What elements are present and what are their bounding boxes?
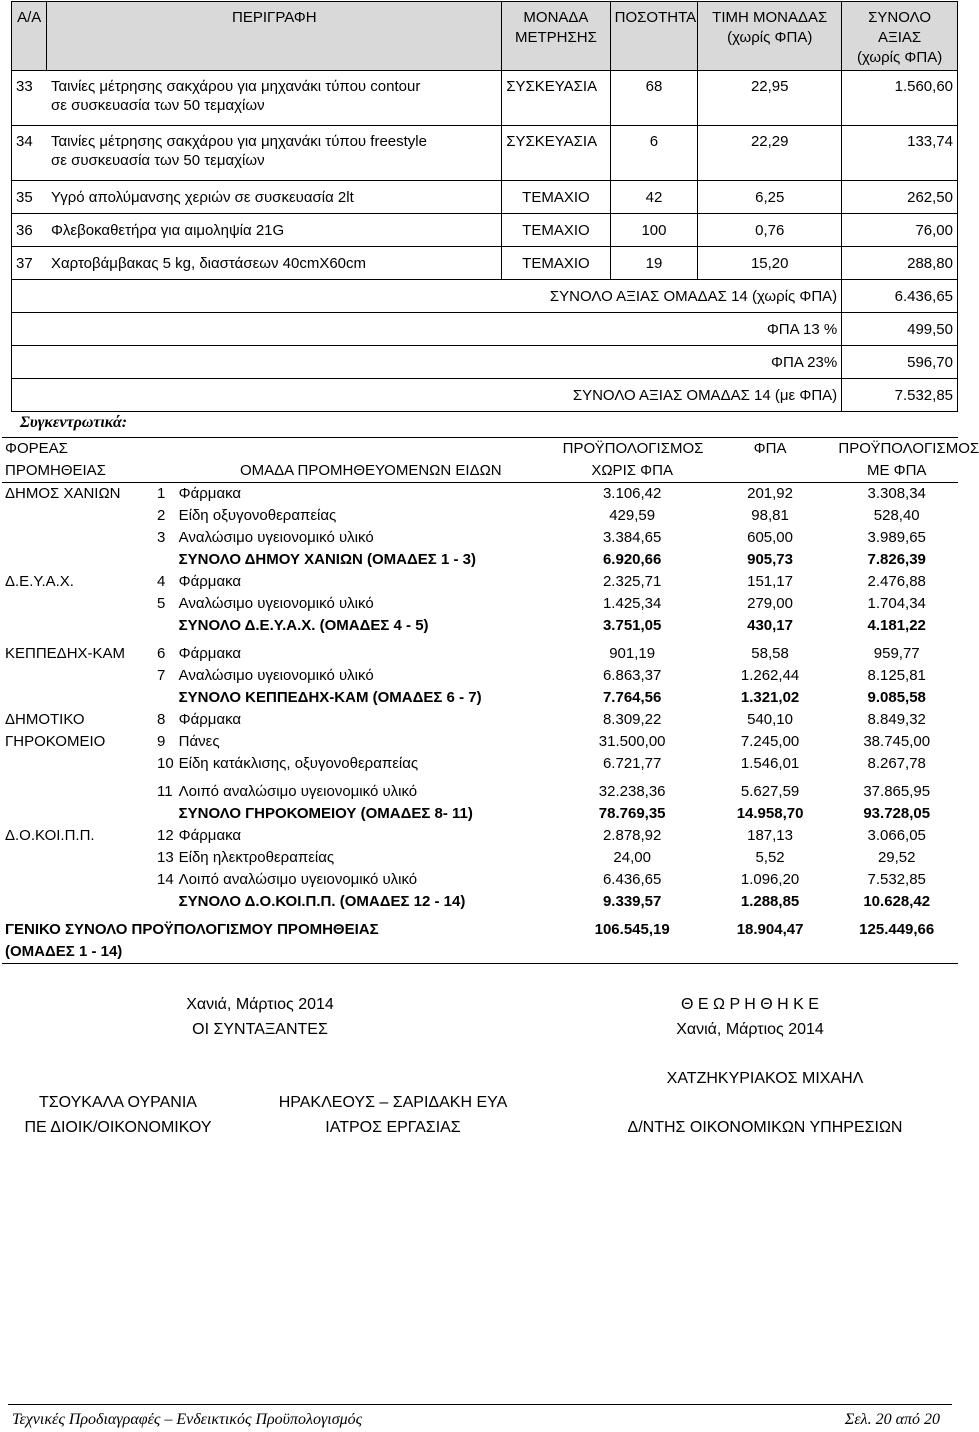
summary-net-budget: 6.863,37 xyxy=(602,667,662,684)
summary-group-description: Είδη ηλεκτροθεραπείας xyxy=(178,849,335,866)
summary-net-budget: 2.325,71 xyxy=(602,573,662,590)
total-value: 7.532,85 xyxy=(842,379,958,412)
summary-group-number: 6 xyxy=(156,645,166,662)
signatory-1 xyxy=(0,1090,236,1140)
summary-vat: 5.627,59 xyxy=(740,783,800,800)
summary-group-number: 9 xyxy=(156,733,166,750)
summary-group-number xyxy=(145,615,176,637)
summary-total-row xyxy=(2,615,958,637)
items-header-row xyxy=(12,2,958,71)
total-label: ΣΥΝΟΛΟ ΑΞΙΑΣ ΟΜΑΔΑΣ 14 (με ΦΠΑ) xyxy=(12,379,842,412)
summary-group-description: Φάρμακα xyxy=(178,645,242,662)
summary-net-budget: 3.384,65 xyxy=(602,529,662,546)
authors-block xyxy=(150,992,370,1042)
summary-gross-budget: 37.865,95 xyxy=(863,783,931,800)
total-value: 596,70 xyxy=(842,346,958,379)
total-label: ΣΥΝΟΛΟ ΑΞΙΑΣ ΟΜΑΔΑΣ 14 (χωρίς ΦΠΑ) xyxy=(12,280,842,313)
item-unit-price: 15,20 xyxy=(698,247,842,280)
summary-gross-budget: 8.125,81 xyxy=(867,667,926,684)
approval-block xyxy=(600,992,900,1042)
item-description: Ταινίες μέτρησης σακχάρου για μηχανάκι τύπου contour σε συσκευασία των 50 τεμαχίων xyxy=(47,71,502,126)
summary-row xyxy=(2,593,958,615)
summary-agency xyxy=(2,549,145,571)
summary-table xyxy=(2,437,979,964)
summary-net-budget: 32.238,36 xyxy=(598,783,666,800)
grand-total-net: 106.545,19 xyxy=(560,913,705,964)
summary-group-number: 3 xyxy=(156,529,166,546)
grand-total-label: ΓΕΝΙΚΟ ΣΥΝΟΛΟ ΠΡΟΫΠΟΛΟΓΙΣΜΟΥ ΠΡΟΜΗΘΕΙΑΣ (ΟΜΑΔΕΣ 1 - 14) xyxy=(2,913,560,964)
summary-net-budget: 31.500,00 xyxy=(598,733,666,750)
summary-title: Συγκεντρωτικά: xyxy=(20,414,128,431)
item-quantity: 100 xyxy=(610,214,698,247)
summary-gross-budget: 10.628,42 xyxy=(863,893,931,910)
summary-row xyxy=(2,775,958,803)
summary-group-number xyxy=(145,803,176,825)
summary-agency: ΔΗΜΟΤΙΚΟ xyxy=(5,711,85,728)
summary-gross-budget: 959,77 xyxy=(873,645,920,662)
summary-vat: 7.245,00 xyxy=(740,733,800,750)
summary-vat: 1.321,02 xyxy=(740,689,800,706)
header-vat: ΦΠΑ xyxy=(705,438,836,483)
summary-group-description: Πάνες xyxy=(178,733,220,750)
summary-vat: 905,73 xyxy=(747,551,793,568)
summary-gross-budget: 7.532,85 xyxy=(867,871,926,888)
summary-vat: 540,10 xyxy=(747,711,793,728)
summary-vat: 5,52 xyxy=(755,849,785,866)
summary-group-description: Είδη κατάκλισης, οξυγονοθεραπείας xyxy=(178,755,419,772)
summary-total-row xyxy=(2,549,958,571)
approval-title: Θ Ε Ω Ρ Η Θ Η Κ Ε xyxy=(681,996,819,1013)
summary-group-number: 13 xyxy=(156,849,174,866)
summary-net-budget: 9.339,57 xyxy=(602,893,662,910)
summary-net-budget: 3.751,05 xyxy=(602,617,662,634)
signatory-1-role: ΠΕ ΔΙΟΙΚ/ΟΙΚΟΝΟΜΙΚΟΥ xyxy=(24,1119,212,1136)
summary-group-description: Αναλώσιμο υγειονομικό υλικό xyxy=(178,529,374,546)
table-row xyxy=(12,126,958,181)
summary-group-number: 7 xyxy=(156,667,166,684)
summary-vat: 605,00 xyxy=(747,529,793,546)
summary-vat: 98,81 xyxy=(751,507,789,524)
item-unit-price: 22,95 xyxy=(698,71,842,126)
summary-group-description: Φάρμακα xyxy=(178,573,242,590)
item-quantity: 68 xyxy=(610,71,698,126)
summary-total-row xyxy=(2,687,958,709)
summary-group-number xyxy=(145,687,176,709)
summary-group-number: 8 xyxy=(156,711,166,728)
summary-group-description: Φάρμακα xyxy=(178,485,242,502)
signatory-2-role: ΙΑΤΡΟΣ ΕΡΓΑΣΙΑΣ xyxy=(325,1119,461,1136)
header-description: ΠΕΡΙΓΡΑΦΗ xyxy=(47,2,502,71)
summary-gross-budget: 38.745,00 xyxy=(863,733,931,750)
item-quantity: 6 xyxy=(610,126,698,181)
summary-total-label: ΣΥΝΟΛΟ ΔΗΜΟΥ ΧΑΝΙΩΝ (ΟΜΑΔΕΣ 1 - 3) xyxy=(178,551,476,568)
summary-net-budget: 24,00 xyxy=(613,849,651,866)
summary-row xyxy=(2,527,958,549)
summary-gross-budget: 1.704,34 xyxy=(867,595,926,612)
summary-agency xyxy=(2,847,145,869)
total-label: ΦΠΑ 13 % xyxy=(12,313,842,346)
summary-agency xyxy=(2,775,145,803)
summary-vat: 14.958,70 xyxy=(736,805,804,822)
summary-gross-budget: 93.728,05 xyxy=(863,805,931,822)
item-unit-price: 6,25 xyxy=(698,181,842,214)
summary-net-budget: 1.425,34 xyxy=(602,595,662,612)
summary-total-label: ΣΥΝΟΛΟ Δ.Ε.Υ.Α.Χ. (ΟΜΑΔΕΣ 4 - 5) xyxy=(178,617,429,634)
item-unit-price: 0,76 xyxy=(698,214,842,247)
summary-agency xyxy=(2,891,145,913)
item-number: 35 xyxy=(12,181,47,214)
summary-total-row xyxy=(2,891,958,913)
summary-total-row xyxy=(2,803,958,825)
summary-vat: 187,13 xyxy=(747,827,793,844)
summary-row xyxy=(2,753,958,775)
summary-vat: 58,58 xyxy=(751,645,789,662)
summary-gross-budget: 8.267,78 xyxy=(867,755,926,772)
summary-agency: ΓΗΡΟΚΟΜΕΙΟ xyxy=(5,733,106,750)
summary-agency xyxy=(2,869,145,891)
summary-group-description: Είδη οξυγονοθεραπείας xyxy=(178,507,337,524)
summary-gross-budget: 9.085,58 xyxy=(867,689,926,706)
item-number: 36 xyxy=(12,214,47,247)
summary-net-budget: 3.106,42 xyxy=(602,485,662,502)
summary-net-budget: 901,19 xyxy=(609,645,656,662)
summary-vat: 1.288,85 xyxy=(740,893,800,910)
summary-agency xyxy=(2,687,145,709)
director-name: ΧΑΤΖΗΚΥΡΙΑΚΟΣ ΜΙΧΑΗΛ xyxy=(666,1070,864,1087)
header-gross-budget: ΠΡΟΫΠΟΛΟΓΙΣΜΟΣ ΜΕ ΦΠΑ xyxy=(835,438,958,483)
items-table xyxy=(11,1,958,412)
summary-group-description: Φάρμακα xyxy=(178,827,242,844)
summary-group-number: 1 xyxy=(156,485,166,502)
vat-23-row xyxy=(12,346,958,379)
total-row-without-vat xyxy=(12,280,958,313)
item-description: Χαρτοβάμβακας 5 kg, διαστάσεων 40cmX60cm xyxy=(47,247,502,280)
summary-total-label: ΣΥΝΟΛΟ ΓΗΡΟΚΟΜΕΙΟΥ (ΟΜΑΔΕΣ 8- 11) xyxy=(178,805,473,822)
summary-agency: Δ.Ο.ΚΟΙ.Π.Π. xyxy=(5,827,95,844)
summary-group-description: Αναλώσιμο υγειονομικό υλικό xyxy=(178,667,374,684)
item-total: 1.560,60 xyxy=(842,71,958,126)
summary-agency xyxy=(2,615,145,637)
summary-net-budget: 6.436,65 xyxy=(602,871,662,888)
grand-total-vat: 18.904,47 xyxy=(705,913,836,964)
summary-net-budget: 6.721,77 xyxy=(602,755,662,772)
summary-group-number: 2 xyxy=(156,507,166,524)
summary-group-number: 10 xyxy=(156,755,174,772)
summary-agency xyxy=(2,505,145,527)
footer-page-number: Σελ. 20 από 20 xyxy=(844,1411,940,1428)
summary-agency xyxy=(2,527,145,549)
summary-vat: 1.096,20 xyxy=(740,871,800,888)
summary-group-description: Λοιπό αναλώσιμο υγειονομικό υλικό xyxy=(178,783,418,800)
item-total: 262,50 xyxy=(842,181,958,214)
summary-group-number: 12 xyxy=(156,827,174,844)
summary-vat: 279,00 xyxy=(747,595,793,612)
summary-net-budget: 2.878,92 xyxy=(602,827,662,844)
summary-vat: 151,17 xyxy=(747,573,793,590)
summary-group-number: 11 xyxy=(156,783,173,800)
summary-net-budget: 6.920,66 xyxy=(602,551,662,568)
total-value: 499,50 xyxy=(842,313,958,346)
summary-agency xyxy=(2,753,145,775)
summary-vat: 201,92 xyxy=(747,485,793,502)
signatory-2-name: ΗΡΑΚΛΕΟΥΣ – ΣΑΡΙΔΑΚΗ ΕΥΑ xyxy=(278,1094,508,1111)
header-agency: ΦΟΡΕΑΣ ΠΡΟΜΗΘΕΙΑΣ xyxy=(2,438,145,483)
summary-agency xyxy=(2,665,145,687)
summary-gross-budget: 2.476,88 xyxy=(867,573,926,590)
item-unit: ΤΕΜΑΧΙΟ xyxy=(502,214,610,247)
summary-row xyxy=(2,665,958,687)
summary-agency: ΔΗΜΟΣ ΧΑΝΙΩΝ xyxy=(5,485,121,502)
summary-group-number: 14 xyxy=(156,871,174,888)
summary-gross-budget: 29,52 xyxy=(877,849,916,866)
summary-group-description: Φάρμακα xyxy=(178,711,242,728)
summary-group-number xyxy=(145,549,176,571)
summary-row xyxy=(2,505,958,527)
summary-row xyxy=(2,825,958,847)
item-unit: ΤΕΜΑΧΙΟ xyxy=(502,181,610,214)
summary-agency xyxy=(2,593,145,615)
summary-row xyxy=(2,571,958,593)
summary-gross-budget: 528,40 xyxy=(873,507,920,524)
item-unit: ΣΥΣΚΕΥΑΣΙΑ xyxy=(502,126,610,181)
total-label: ΦΠΑ 23% xyxy=(12,346,842,379)
director-role: Δ/ΝΤΗΣ ΟΙΚΟΝΟΜΙΚΩΝ ΥΠΗΡΕΣΙΩΝ xyxy=(627,1119,903,1136)
summary-row xyxy=(2,637,958,665)
item-total: 288,80 xyxy=(842,247,958,280)
header-group: ΟΜΑΔΑ ΠΡΟΜΗΘΕΥΟΜΕΝΩΝ ΕΙΔΩΝ xyxy=(145,438,560,483)
header-unit-price: ΤΙΜΗ ΜΟΝΑΔΑΣ (χωρίς ΦΠΑ) xyxy=(698,2,842,71)
header-unit: ΜΟΝΑΔΑ ΜΕΤΡΗΣΗΣ xyxy=(502,2,610,71)
summary-agency xyxy=(2,803,145,825)
summary-net-budget: 429,59 xyxy=(609,507,656,524)
summary-net-budget: 78.769,35 xyxy=(598,805,666,822)
header-net-budget: ΠΡΟΫΠΟΛΟΓΙΣΜΟΣ ΧΩΡΙΣ ΦΠΑ xyxy=(560,438,705,483)
summary-row xyxy=(2,709,958,731)
summary-total-label: ΣΥΝΟΛΟ Δ.Ο.ΚΟΙ.Π.Π. (ΟΜΑΔΕΣ 12 - 14) xyxy=(178,893,466,910)
item-total: 133,74 xyxy=(842,126,958,181)
table-row xyxy=(12,214,958,247)
summary-row xyxy=(2,847,958,869)
summary-gross-budget: 3.066,05 xyxy=(867,827,926,844)
item-number: 37 xyxy=(12,247,47,280)
summary-group-number: 5 xyxy=(156,595,166,612)
authors-role: ΟΙ ΣΥΝΤΑΞΑΝΤΕΣ xyxy=(192,1021,328,1038)
item-description: Ταινίες μέτρησης σακχάρου για μηχανάκι τύπου freestyle σε συσκευασία των 50 τεμαχίων xyxy=(47,126,502,181)
item-unit: ΣΥΣΚΕΥΑΣΙΑ xyxy=(502,71,610,126)
grand-total-row xyxy=(2,913,958,964)
footer-divider xyxy=(8,1404,952,1405)
total-value: 6.436,65 xyxy=(842,280,958,313)
summary-gross-budget: 4.181,22 xyxy=(867,617,926,634)
signatory-1-name: ΤΣΟΥΚΑΛΑ ΟΥΡΑΝΙΑ xyxy=(39,1094,197,1111)
header-quantity: ΠΟΣΟΤΗΤΑ xyxy=(610,2,698,71)
item-unit: ΤΕΜΑΧΙΟ xyxy=(502,247,610,280)
item-unit-price: 22,29 xyxy=(698,126,842,181)
item-quantity: 19 xyxy=(610,247,698,280)
item-number: 34 xyxy=(12,126,47,181)
summary-net-budget: 7.764,56 xyxy=(602,689,662,706)
grand-total-gross: 125.449,66 xyxy=(835,913,958,964)
summary-vat: 1.262,44 xyxy=(740,667,800,684)
total-row-with-vat xyxy=(12,379,958,412)
vat-13-row xyxy=(12,313,958,346)
summary-header-row xyxy=(2,438,958,483)
summary-row xyxy=(2,483,958,506)
item-quantity: 42 xyxy=(610,181,698,214)
summary-gross-budget: 3.308,34 xyxy=(867,485,926,502)
footer-document-title: Τεχνικές Προδιαγραφές – Ενδεικτικός Προϋπολογισμός xyxy=(12,1411,363,1428)
authors-place-date: Χανιά, Μάρτιος 2014 xyxy=(186,996,334,1013)
header-total-value: ΣΥΝΟΛΟ ΑΞΙΑΣ (χωρίς ΦΠΑ) xyxy=(842,2,958,71)
signatory-2 xyxy=(262,1090,524,1140)
summary-gross-budget: 8.849,32 xyxy=(867,711,926,728)
summary-vat: 1.546,01 xyxy=(740,755,800,772)
approval-place-date: Χανιά, Μάρτιος 2014 xyxy=(676,1021,824,1038)
summary-gross-budget: 3.989,65 xyxy=(867,529,926,546)
item-description: Υγρό απολύμανσης χεριών σε συσκευασία 2lt xyxy=(47,181,502,214)
item-number: 33 xyxy=(12,71,47,126)
summary-group-description: Αναλώσιμο υγειονομικό υλικό xyxy=(178,595,374,612)
summary-row xyxy=(2,869,958,891)
table-row xyxy=(12,247,958,280)
table-row xyxy=(12,181,958,214)
table-row xyxy=(12,71,958,126)
item-description: Φλεβοκαθετήρα για αιμοληψία 21G xyxy=(47,214,502,247)
summary-vat: 430,17 xyxy=(747,617,793,634)
summary-net-budget: 8.309,22 xyxy=(602,711,662,728)
summary-gross-budget: 7.826,39 xyxy=(867,551,926,568)
summary-group-description: Λοιπό αναλώσιμο υγειονομικό υλικό xyxy=(178,871,418,888)
item-total: 76,00 xyxy=(842,214,958,247)
summary-agency: ΚΕΠΠΕΔΗΧ-ΚΑΜ xyxy=(5,645,126,662)
summary-total-label: ΣΥΝΟΛΟ ΚΕΠΠΕΔΗΧ-ΚΑΜ (ΟΜΑΔΕΣ 6 - 7) xyxy=(178,689,482,706)
summary-row xyxy=(2,731,958,753)
summary-group-number: 4 xyxy=(156,573,166,590)
summary-agency: Δ.Ε.Υ.Α.Χ. xyxy=(5,573,74,590)
summary-group-number xyxy=(145,891,176,913)
header-aa: Α/Α xyxy=(12,2,47,71)
